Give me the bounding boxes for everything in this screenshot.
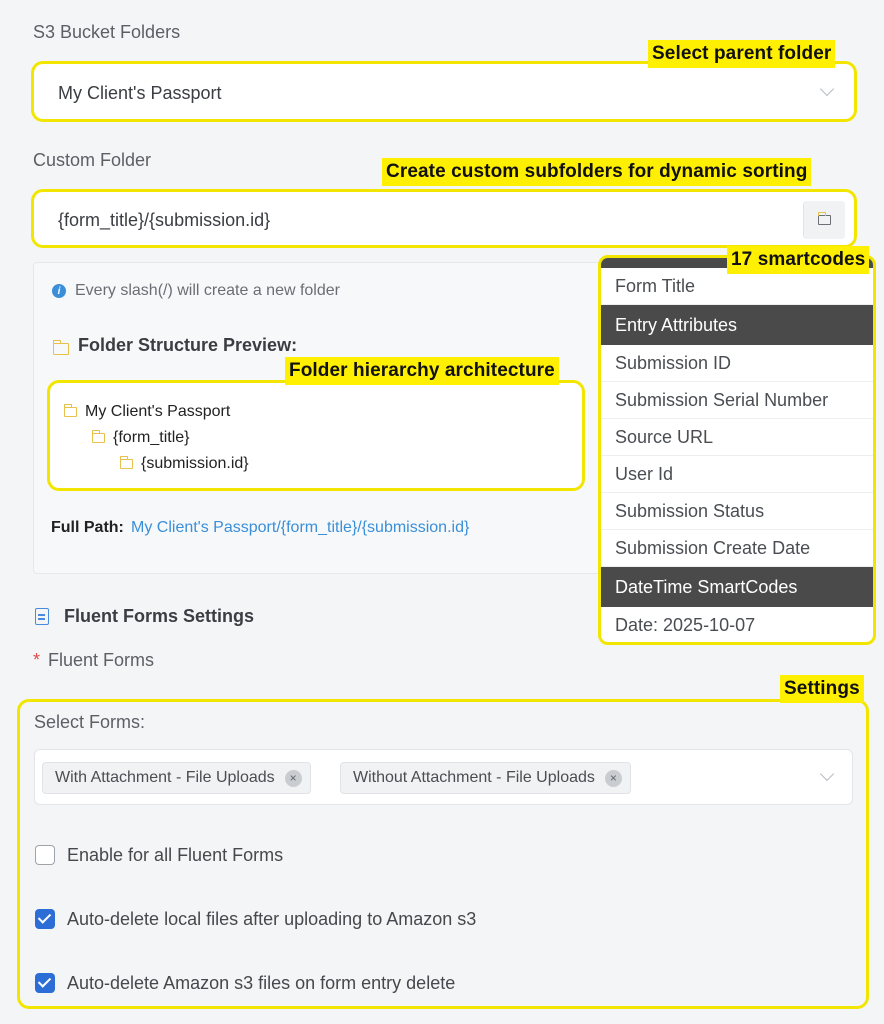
s3-bucket-select[interactable] — [31, 61, 857, 122]
folder-picker-button[interactable] — [803, 201, 845, 239]
smartcode-date[interactable]: Date: 2025-10-07 — [615, 615, 756, 635]
tree-level-1-label: {form_title} — [113, 429, 190, 446]
close-icon[interactable]: × — [605, 770, 622, 787]
smartcode-user-id[interactable]: User Id — [601, 456, 873, 493]
enable-all-checkbox[interactable] — [35, 845, 55, 865]
full-path-label: Full Path: — [51, 519, 124, 536]
chip-label: Without Attachment - File Uploads — [353, 769, 595, 786]
smartcode-submission-serial-number[interactable]: Submission Serial Number — [601, 382, 873, 419]
fluent-forms-label: Fluent Forms — [48, 650, 155, 670]
s3-bucket-selected-value: My Client's Passport — [58, 83, 222, 103]
annotation-custom-subfolders: Create custom subfolders for dynamic sorting — [382, 158, 811, 186]
folder-icon — [818, 215, 831, 225]
chip-label: With Attachment - File Uploads — [55, 769, 275, 786]
custom-folder-field[interactable] — [31, 189, 857, 248]
auto-delete-s3-checkbox[interactable] — [35, 973, 55, 993]
annotation-settings: Settings — [780, 675, 864, 703]
tree-level-2-label: {submission.id} — [141, 455, 249, 472]
slash-note: Every slash(/) will create a new folder — [75, 282, 340, 299]
tree-row-level-2 — [120, 455, 249, 473]
close-icon[interactable]: × — [285, 770, 302, 787]
smartcode-form-title[interactable]: Form Title — [601, 268, 873, 305]
form-chip-with-attachment[interactable] — [42, 762, 311, 794]
smartcodes-dropdown — [598, 255, 876, 645]
custom-folder-label: Custom Folder — [33, 150, 152, 170]
smartcode-group-datetime: DateTime SmartCodes — [601, 567, 873, 607]
forms-multiselect[interactable] — [34, 749, 853, 805]
smartcode-group-entry-attributes: Entry Attributes — [601, 305, 873, 345]
select-forms-label: Select Forms: — [34, 712, 146, 732]
folder-icon — [64, 407, 77, 417]
info-icon: i — [52, 284, 66, 298]
tree-row-level-1 — [92, 429, 189, 447]
smartcode-submission-create-date[interactable]: Submission Create Date — [601, 530, 873, 567]
smartcode-source-url[interactable]: Source URL — [601, 419, 873, 456]
auto-delete-local-checkbox[interactable] — [35, 909, 55, 929]
folder-structure-preview-title: Folder Structure Preview: — [78, 335, 298, 355]
settings-box — [17, 699, 869, 1009]
auto-delete-local-label: Auto-delete local files after uploading to Amazon s3 — [67, 909, 477, 929]
chevron-down-icon — [820, 767, 834, 781]
folder-icon — [120, 459, 133, 469]
folder-tree-preview — [47, 380, 585, 491]
full-path-value: My Client's Passport/{form_title}/{submission.id} — [131, 519, 470, 536]
fluent-forms-settings-title: Fluent Forms Settings — [64, 606, 255, 626]
annotation-select-parent: Select parent folder — [648, 40, 835, 68]
annotation-hierarchy: Folder hierarchy architecture — [285, 357, 559, 385]
form-chip-without-attachment[interactable] — [340, 762, 631, 794]
s3-bucket-folders-label: S3 Bucket Folders — [33, 22, 181, 42]
tree-row-root — [64, 403, 230, 421]
annotation-smartcodes-count: 17 smartcodes — [727, 246, 869, 274]
custom-folder-input[interactable]: {form_title}/{submission.id} — [58, 210, 271, 230]
enable-all-label: Enable for all Fluent Forms — [67, 845, 284, 865]
tree-root-label: My Client's Passport — [85, 403, 231, 420]
folder-icon — [92, 433, 105, 443]
folder-icon — [53, 343, 69, 355]
chevron-down-icon — [820, 82, 834, 96]
smartcode-submission-status[interactable]: Submission Status — [601, 493, 873, 530]
auto-delete-s3-label: Auto-delete Amazon s3 files on form entry delete — [67, 973, 456, 993]
smartcode-submission-id[interactable]: Submission ID — [601, 345, 873, 382]
required-mark: * — [33, 650, 41, 670]
document-icon — [35, 608, 49, 625]
